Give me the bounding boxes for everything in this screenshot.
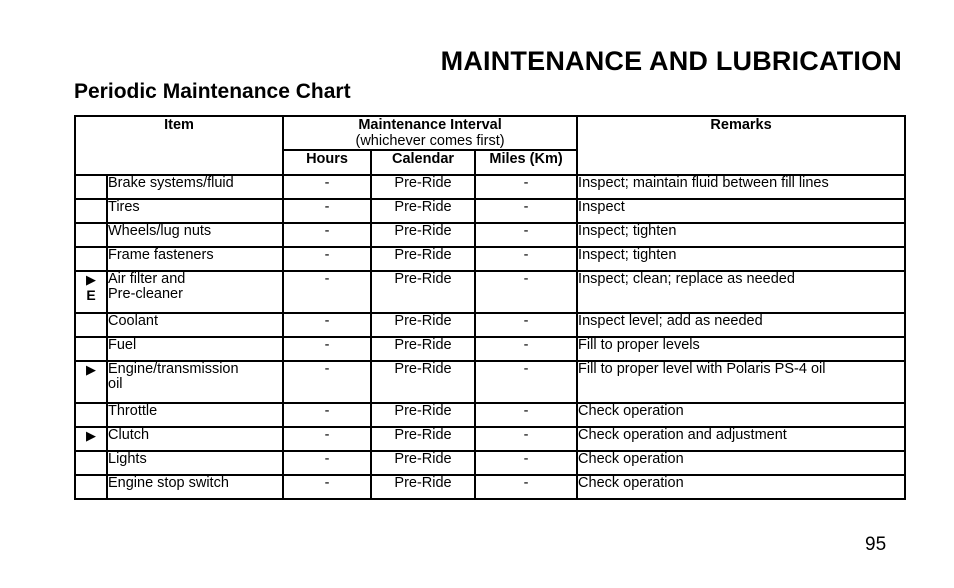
remarks-cell: Inspect; maintain fluid between fill lines [577, 175, 905, 199]
hours-cell: - [283, 451, 371, 475]
table-row [75, 223, 905, 247]
remarks-cell: Check operation [577, 403, 905, 427]
calendar-cell: Pre-Ride [371, 199, 475, 223]
item-cell: Engine/transmission oil [107, 361, 283, 403]
row-marker-letter: E [86, 287, 96, 303]
calendar-cell: Pre-Ride [371, 403, 475, 427]
calendar-cell: Pre-Ride [371, 451, 475, 475]
row-marker [75, 451, 107, 475]
calendar-cell: Pre-Ride [371, 271, 475, 313]
hours-cell: - [283, 313, 371, 337]
miles-cell: - [475, 361, 577, 403]
triangle-right-icon: ▶ [86, 362, 96, 377]
item-cell: Throttle [107, 403, 283, 427]
header-interval-label: Maintenance Interval [358, 117, 502, 133]
remarks-cell: Check operation [577, 451, 905, 475]
table-row [75, 451, 905, 475]
calendar-cell: Pre-Ride [371, 175, 475, 199]
row-marker [75, 247, 107, 271]
row-marker [75, 313, 107, 337]
triangle-right-icon: ▶ [86, 272, 96, 287]
hours-cell: - [283, 199, 371, 223]
item-cell: Brake systems/fluid [107, 175, 283, 199]
header-item: Item [75, 116, 283, 175]
calendar-cell: Pre-Ride [371, 361, 475, 403]
row-marker [75, 475, 107, 499]
item-cell: Air filter and Pre-cleaner [107, 271, 283, 313]
miles-cell: - [475, 313, 577, 337]
table-row [75, 475, 905, 499]
table-row [75, 271, 905, 313]
table-row [75, 199, 905, 223]
calendar-cell: Pre-Ride [371, 427, 475, 451]
item-cell: Engine stop switch [107, 475, 283, 499]
table-row [75, 247, 905, 271]
chart-title: Periodic Maintenance Chart [74, 80, 351, 103]
calendar-cell: Pre-Ride [371, 475, 475, 499]
remarks-cell: Fill to proper level with Polaris PS-4 oil [577, 361, 905, 403]
miles-cell: - [475, 337, 577, 361]
row-marker [75, 175, 107, 199]
table-row [75, 361, 905, 403]
remarks-cell: Inspect level; add as needed [577, 313, 905, 337]
miles-cell: - [475, 475, 577, 499]
remarks-cell: Inspect; tighten [577, 247, 905, 271]
row-marker [75, 361, 107, 403]
item-cell: Clutch [107, 427, 283, 451]
hours-cell: - [283, 361, 371, 403]
item-cell: Fuel [107, 337, 283, 361]
row-marker [75, 427, 107, 451]
remarks-cell: Inspect; clean; replace as needed [577, 271, 905, 313]
remarks-cell: Check operation and adjustment [577, 427, 905, 451]
miles-cell: - [475, 451, 577, 475]
triangle-right-icon: ▶ [86, 428, 96, 443]
header-interval-note: (whichever comes first) [355, 133, 505, 149]
table-row [75, 403, 905, 427]
item-cell: Lights [107, 451, 283, 475]
calendar-cell: Pre-Ride [371, 313, 475, 337]
miles-cell: - [475, 175, 577, 199]
miles-cell: - [475, 403, 577, 427]
miles-cell: - [475, 271, 577, 313]
row-marker [75, 223, 107, 247]
hours-cell: - [283, 427, 371, 451]
table-row [75, 427, 905, 451]
hours-cell: - [283, 403, 371, 427]
maintenance-table [74, 115, 906, 500]
item-cell: Tires [107, 199, 283, 223]
remarks-cell: Fill to proper levels [577, 337, 905, 361]
hours-cell: - [283, 223, 371, 247]
item-cell: Wheels/lug nuts [107, 223, 283, 247]
header-miles: Miles (Km) [475, 150, 577, 175]
item-cell: Coolant [107, 313, 283, 337]
remarks-cell: Check operation [577, 475, 905, 499]
miles-cell: - [475, 247, 577, 271]
item-cell: Frame fasteners [107, 247, 283, 271]
row-marker [75, 199, 107, 223]
hours-cell: - [283, 175, 371, 199]
row-marker [75, 271, 107, 313]
row-marker [75, 403, 107, 427]
table-row [75, 175, 905, 199]
calendar-cell: Pre-Ride [371, 247, 475, 271]
calendar-cell: Pre-Ride [371, 223, 475, 247]
remarks-cell: Inspect [577, 199, 905, 223]
hours-cell: - [283, 475, 371, 499]
header-maintenance-interval [283, 116, 577, 150]
section-title: MAINTENANCE AND LUBRICATION [440, 46, 902, 76]
table-body [75, 175, 905, 499]
hours-cell: - [283, 337, 371, 361]
table-row [75, 313, 905, 337]
header-hours: Hours [283, 150, 371, 175]
hours-cell: - [283, 271, 371, 313]
remarks-cell: Inspect; tighten [577, 223, 905, 247]
row-marker [75, 337, 107, 361]
table-row [75, 337, 905, 361]
hours-cell: - [283, 247, 371, 271]
miles-cell: - [475, 427, 577, 451]
header-remarks: Remarks [577, 116, 905, 175]
miles-cell: - [475, 199, 577, 223]
header-calendar: Calendar [371, 150, 475, 175]
miles-cell: - [475, 223, 577, 247]
page-number: 95 [865, 534, 887, 555]
calendar-cell: Pre-Ride [371, 337, 475, 361]
